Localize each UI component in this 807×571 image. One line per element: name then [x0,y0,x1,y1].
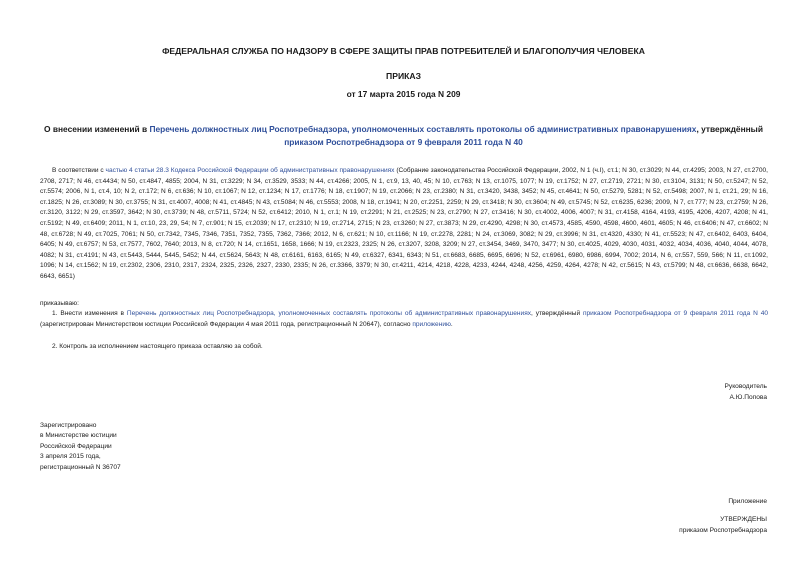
signature-position: Руководитель [724,383,767,390]
date-number-heading: от 17 марта 2015 года N 209 [346,89,461,99]
title-middle: , утверждённый [696,124,763,134]
signature-name: А.Ю.Попова [729,393,767,401]
registration-line: Российской Федерации [40,442,112,450]
registration-line: в Министерстве юстиции [40,432,117,440]
order-word: приказываю: [40,300,79,307]
appendix-by-order: приказом Роспотребнадзора [679,526,767,534]
item1-start: 1. Внести изменения в [52,310,127,317]
item-1 [40,309,768,330]
item1-end: . [450,320,453,328]
item1-mid: , утверждённый [531,310,583,317]
title-link-order[interactable]: приказом Роспотребнадзора от 9 февраля 2011 года N 40 [284,137,523,147]
agency-heading: ФЕДЕРАЛЬНАЯ СЛУЖБА ПО НАДЗОРУ В СФЕРЕ ЗАЩИТЫ ПРАВ ПОТРЕБИТЕЛЕЙ И БЛАГОПОЛУЧИЯ ЧЕЛОВЕКА [162,46,645,56]
registration-line: Зарегистрировано [40,422,97,429]
doc-type-heading: ПРИКАЗ [386,71,421,81]
paragraph-basis [40,166,768,283]
item1-order-link[interactable]: приказом Роспотребнадзора от 9 февраля 2011 года N 40 [583,310,768,317]
item1-list-link[interactable]: Перечень должностных лиц Роспотребнадзора, уполномоченных составлять протоколы об административных правонарушениях [126,310,532,317]
registration-block [40,421,121,473]
title-link-list[interactable]: Перечень должностных лиц Роспотребнадзора, уполномоченных составлять протоколы об административных правонарушениях [149,124,697,134]
appendix-label: Приложение [728,498,767,505]
basis-start: В соответствии с [52,167,106,174]
appendix-approval [679,515,767,536]
item1-appendix-link[interactable]: приложению [412,320,451,328]
order-title [40,123,767,149]
appendix-approved: УТВЕРЖДЕНЫ [720,516,767,523]
item1-mid2: (зарегистрирован Министерством юстиции Российской Федерации 4 мая 2011 года, регистрационный N 20647), согласно [40,320,413,328]
basis-code-link[interactable]: частью 4 статьи 28.3 Кодекса Российской Федерации об административных правонарушениях [105,167,395,174]
signature-block [725,382,767,403]
item-2: 2. Контроль за исполнением настоящего приказа оставляю за собой. [52,343,263,350]
registration-line: 3 апреля 2015 года, [40,453,101,461]
title-prefix: О внесении изменений в [44,124,150,134]
registration-line: регистрационный N 36707 [40,463,121,471]
basis-rest: (Собрание законодательства Российской Федерации, 2002, N 1 (ч.I), ст.1; N 30, ст.3029; N 44, ст.4295; 2003, N 27, ст.2700, 2708, 2717; N 46, ст.4434; N 50, ст.4847, 4855; 2004, N 31, ст.3229; N 34, ст.3529, 3533; N 44, ст.4266; 2005, N 1, ст.9, 13, 40, 45; N 10, ст.763; N 13, ст.1075, 1077; N 19, ст.1752; N 27, ст.2719, 2721; N 30, ст.3104, 3131; N 50, ст.5247; N 52, ст.5574; 2006, N 1, ст.4, 10; N 2, ст.172; N 6, ст.636; N 10, ст.1067; N 12, ст.1234; N 17, ст.1776; N 18, ст.1907; N 19, ст.2066; N 23, ст.2380; N 31, ст.3420, 3438, 3452; N 45, ст.4641; N 50, ст.5279, 5281; N 52, ст.5498; 2007, N 1, ст.21, 29; N 16, ст.1825; N 26, ст.3089; N 30, ст.3755; N 31, ст.4007, 4008; N 41, ст.4845; N 43, ст.5084; N 46, ст.5553; 2008, N 18, ст.1941; N 20, ст.2251, 2259; N 29, ст.3418; N 30, ст.3604; N 49, ст.5745; N 52, ст.6235, 6236; 2009, N 7, ст.777; N 23, ст.2759; N 26, ст.3120, 3122; N 29, ст.3597, 3642; N 30, ст.3739; N 48, ст.5711, 5724; N 52, ст.6412; 2010, N 1, ст.1; N 19, ст.2291; N 21, ст.2525; N 23, ст.2790; N 27, ст.3416; N 30, ст.4002, 4006, 4007; N 31, ст.4158, 4164, 4193, 4195, 4206, 4207, 4208; N 41, ст.5192; N 49, ст.6409; 2011, N 1, ст.10, 23, 29, 54; N 7, ст.901; N 15, ст.2039; N 17, ст.2310; N 19, ст.2714, 2715; N 23, ст.3260; N 27, ст.3873; N 29, ст.4290, 4298; N 30, ст.4573, 4585, 4590, 4598, 4600, 4601, 4605; N 46, ст.6406; N 47, ст.6602; N 48, ст.6728; N 49, ст.7025, 7061; N 50, ст.7342, 7345, 7346, 7351, 7352, 7355, 7362, 7366; 2012, N 6, ст.621; N 10, ст.1166; N 19, ст.2278, 2281; N 24, ст.3069, 3082; N 29, ст.3996; N 31, ст.4320, 4330; N 41, ст.5523; N 47, ст.6402, 6403, 6404, 6405; N 49, ст.6757; N 53, ст.7577, 7602, 7640; 2013, N 8, ст.720; N 14, ст.1651, 1658, 1666; N 19, ст.2323, 2325; N 26, ст.3207, 3208, 3209; N 27, ст.3454, 3469, 3470, 3477; N 30, ст.4025, 4029, 4030, 4031, 4032, 4034, 4036, 4040, 4044, 4078, 4082; N 31, ст.4191; N 43, ст.5443, 5444, 5445, 5452; N 44, ст.5624, 5643; N 48, ст.6161, 6163, 6165; N 49, ст.6327, 6341, 6343; N 51, ст.6683, 6685, 6695, 6696; N 52, ст.6961, 6980, 6986, 6994, 7002; 2014, N 6, ст.557, 559, 566; N 11, ст.1092, 1096; N 14, ст.1562; N 19, ст.2302, 2306, 2310, 2317, 2324, 2325, 2326, 2327, 2330, 2335; N 26, ст.3366, 3379; N 30, ст.4211, 4214, 4218, 4228, 4233, 4244, 4248, 4256, 4259, 4264, 4278; N 42, ст.5615; N 43, ст.5799; N 48, ст.6636, 6638, 6642, 6643, 6651) [40,167,768,280]
